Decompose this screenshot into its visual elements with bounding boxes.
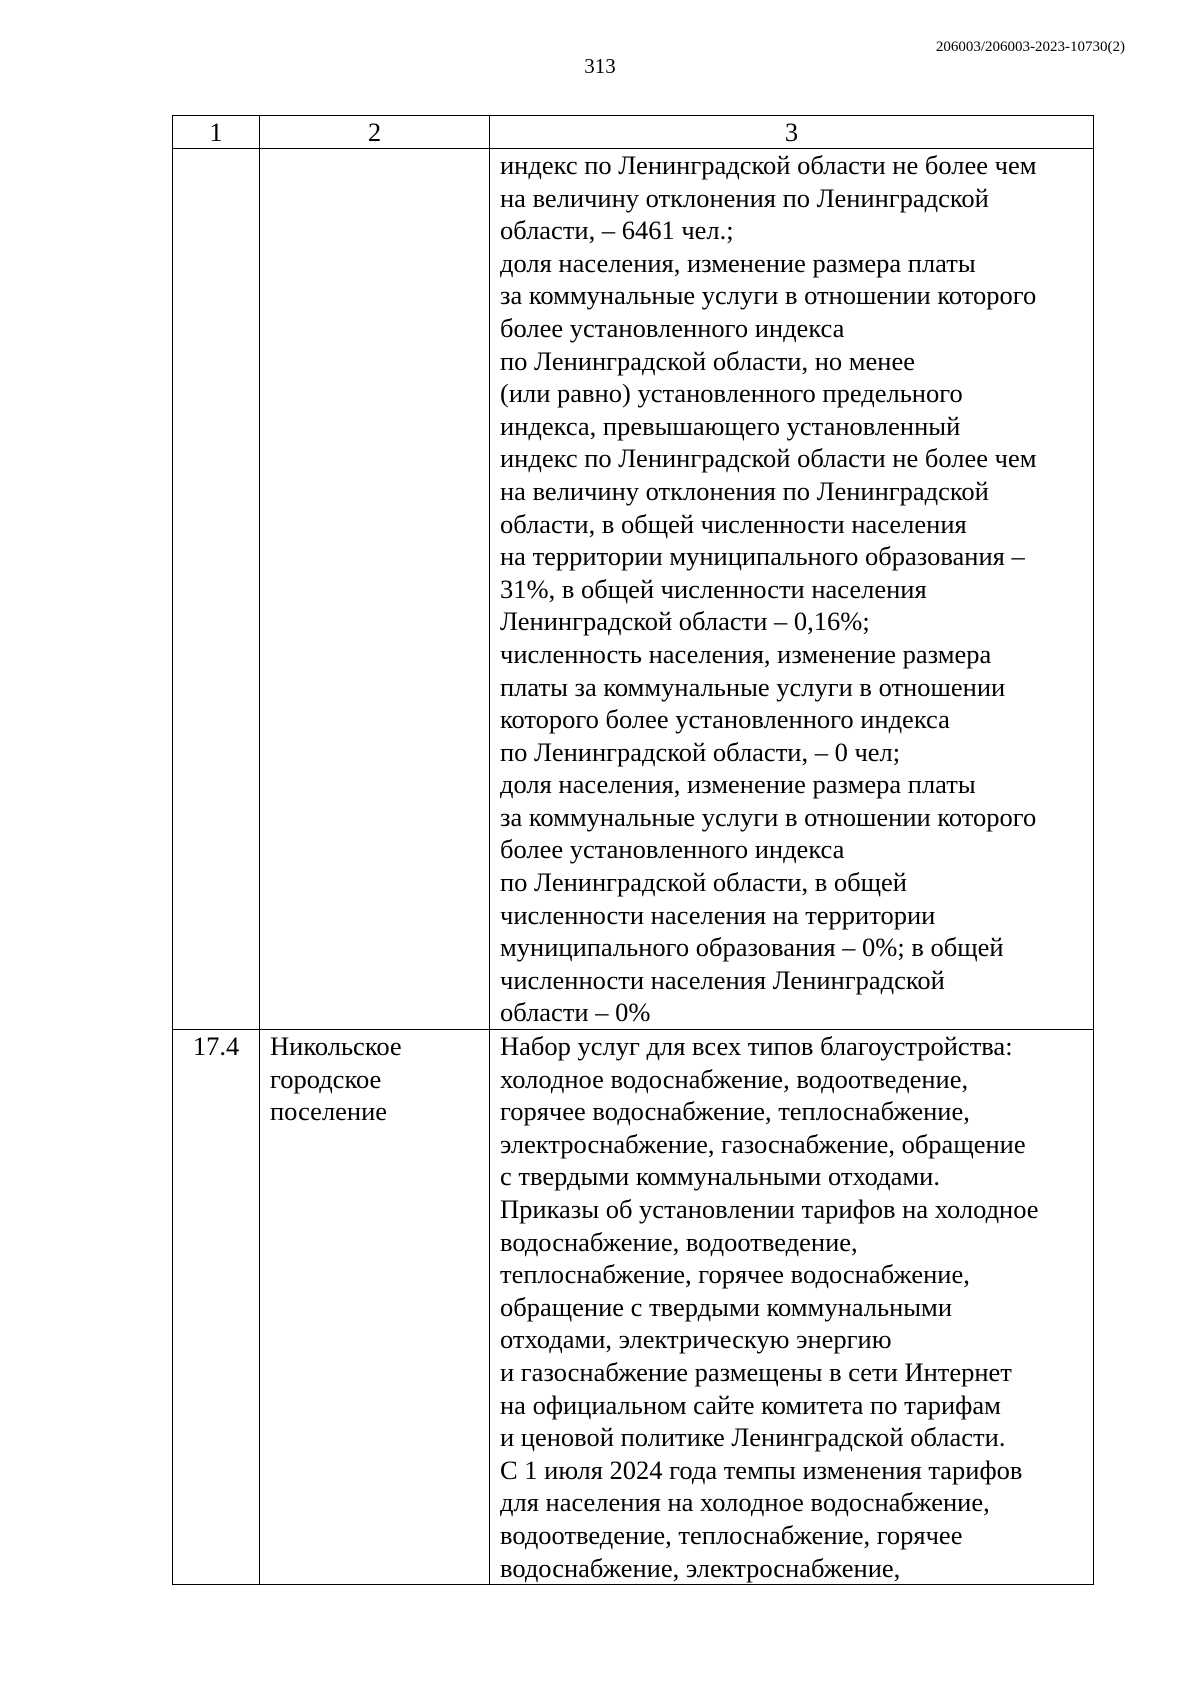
continuation-text-line: области, в общей численности населения <box>500 508 967 539</box>
row-text-line: с твердыми коммунальными отходами. <box>500 1161 940 1192</box>
row-text-cell <box>490 1030 1094 1585</box>
continuation-text-line: индекс по Ленинградской области не более чем <box>500 443 1037 474</box>
continuation-text-line: области – 0% <box>500 997 651 1028</box>
row-text-line: Приказы об установлении тарифов на холодное <box>500 1194 1039 1224</box>
continuation-text-line: Ленинградской области – 0,16%; <box>500 606 870 637</box>
continuation-text-cell <box>490 149 1094 1030</box>
row-text-line: и газоснабжение размещены в сети Интернет <box>500 1356 1012 1387</box>
continuation-text-line: более установленного индекса <box>500 834 845 865</box>
continuation-text-line: на территории муниципального образования – <box>500 541 1025 572</box>
row-text-line: на официальном сайте комитета по тарифам <box>500 1389 1001 1420</box>
row-text-line: для населения на холодное водоснабжение, <box>500 1487 990 1518</box>
row-text-line: С 1 июля 2024 года темпы изменения тарифов <box>500 1454 1023 1485</box>
continuation-text-line: доля населения, изменение размера платы <box>500 769 976 800</box>
document-id: 206003/206003-2023-10730(2) <box>935 39 1125 55</box>
settlement-name-line: Никольское <box>270 1031 402 1062</box>
tariff-table <box>172 115 1094 1585</box>
continuation-text-line: численность населения, изменение размера <box>500 638 992 669</box>
continuation-text-line: которого более установленного индекса <box>500 704 950 735</box>
continuation-text-line: по Ленинградской области, – 0 чел; <box>500 736 901 767</box>
continuation-text-line: индекс по Ленинградской области не более чем <box>500 150 1037 180</box>
continuation-text-line: доля населения, изменение размера платы <box>500 247 976 278</box>
continuation-text-line: за коммунальные услуги в отношении которого <box>500 280 1037 311</box>
row-text-line: водоотведение, теплоснабжение, горячее <box>500 1519 963 1550</box>
continuation-text-line: муниципального образования – 0%; в общей <box>500 932 1004 963</box>
continuation-number-cell <box>173 149 260 1030</box>
row-text-line: Набор услуг для всех типов благоустройства: <box>500 1031 1013 1062</box>
row-number-cell: 17.4 <box>173 1030 260 1585</box>
continuation-text-line: численности населения на территории <box>500 899 936 930</box>
continuation-text-line: платы за коммунальные услуги в отношении <box>500 671 1006 702</box>
row-text-line: отходами, электрическую энергию <box>500 1324 892 1355</box>
row-text-line: обращение с твердыми коммунальными <box>500 1291 953 1322</box>
row-text-line: водоснабжение, водоотведение, <box>500 1226 858 1257</box>
row-text-line: холодное водоснабжение, водоотведение, <box>500 1063 969 1094</box>
row-text-line: электроснабжение, газоснабжение, обращение <box>500 1128 1026 1159</box>
row-text-line: водоснабжение, электроснабжение, <box>500 1552 901 1583</box>
table-header-row <box>173 116 1094 149</box>
settlement-name-cell <box>260 1030 490 1585</box>
continuation-text-line: по Ленинградской области, в общей <box>500 867 907 898</box>
row-text-line: и ценовой политике Ленинградской области. <box>500 1422 1006 1453</box>
continuation-text-line: области, – 6461 чел.; <box>500 215 734 246</box>
column-header-2: 2 <box>260 116 490 149</box>
continuation-text-line: более установленного индекса <box>500 312 845 343</box>
continuation-text-line: на величину отклонения по Ленинградской <box>500 475 989 506</box>
continuation-text-line: по Ленинградской области, но менее <box>500 345 915 376</box>
settlement-name-line: поселение <box>270 1096 388 1127</box>
continuation-text-line: 31%, в общей численности населения <box>500 573 927 604</box>
row-text-line: горячее водоснабжение, теплоснабжение, <box>500 1096 970 1127</box>
page-number: 313 <box>584 54 616 78</box>
continuation-name-cell <box>260 149 490 1030</box>
column-header-1: 1 <box>173 116 260 149</box>
settlement-name-line: городское <box>270 1063 382 1094</box>
continuation-text-line: индекса, превышающего установленный <box>500 410 961 441</box>
table-row-17-4 <box>173 1030 1094 1585</box>
continuation-text-line: за коммунальные услуги в отношении которого <box>500 801 1037 832</box>
continuation-text-line: численности населения Ленинградской <box>500 964 945 995</box>
continuation-text-line: на величину отклонения по Ленинградской <box>500 182 989 213</box>
column-header-3: 3 <box>490 116 1094 149</box>
continuation-text-line: (или равно) установленного предельного <box>500 378 963 409</box>
table-row-continuation <box>173 149 1094 1030</box>
row-text-line: теплоснабжение, горячее водоснабжение, <box>500 1259 970 1290</box>
